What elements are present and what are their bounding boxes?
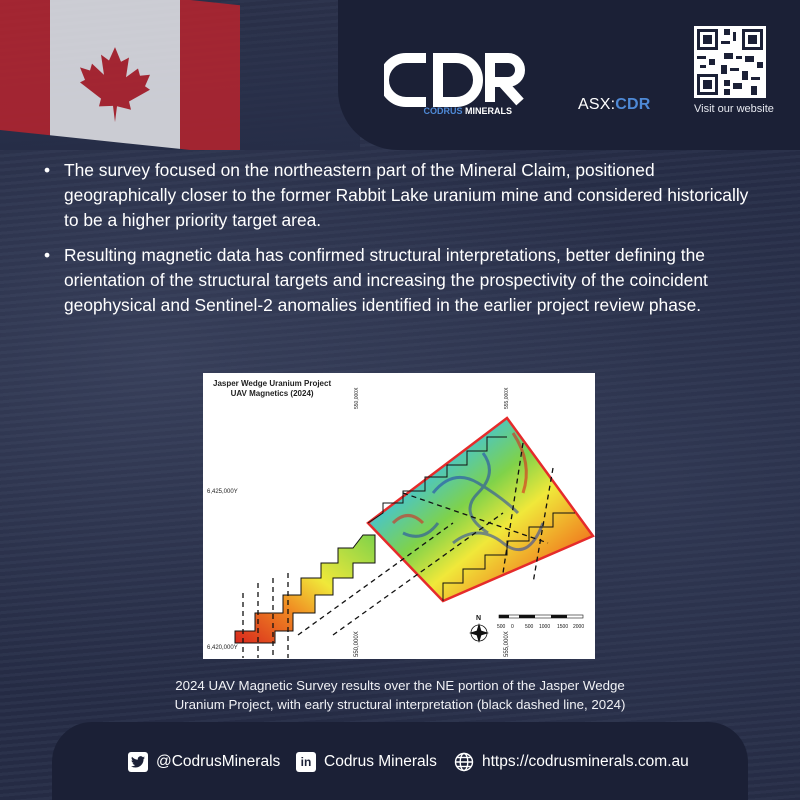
qr-caption: Visit our website: [694, 103, 774, 115]
bullet-list: [44, 158, 764, 328]
bullet-item: • The survey focused on the northeastern part of the Mineral Claim, positioned geographically closer to the former Rabbit Lake uranium mine and considered historically to be a higher priority target area.: [44, 158, 764, 233]
caption-line1: 2024 UAV Magnetic Survey results over the NE portion of the Jasper Wedge: [175, 678, 625, 693]
north-label: N: [476, 615, 482, 622]
scale-tick: 2000: [573, 624, 585, 630]
north-arrow-icon: [469, 615, 489, 643]
top-label-2: 555,000X: [504, 387, 510, 409]
caption-line2: Uranium Project, with early structural interpretation (black dashed line, 2024): [174, 697, 626, 712]
magnetic-survey-map: [203, 373, 595, 659]
asx-code: [578, 96, 651, 114]
globe-icon: [454, 752, 474, 772]
svg-text:CODRUS MINERALS: CODRUS MINERALS: [423, 106, 512, 116]
canada-flag-image: [0, 0, 360, 150]
asx-ticker: CDR: [615, 96, 651, 113]
website-link[interactable]: [454, 752, 689, 772]
easting-label-1: 550,000X: [354, 631, 360, 657]
bullet-item: • Resulting magnetic data has confirmed structural interpretations, better defining the orientation of the structural targets and increasing the prospectivity of the coincident geophysical and Sentinel-2 anomalies identified in the earlier project review phase.: [44, 243, 764, 318]
twitter-icon: [128, 752, 148, 772]
twitter-handle: @CodrusMinerals: [156, 753, 281, 770]
codrus-logo[interactable]: [384, 50, 526, 118]
scale-tick: 500: [497, 624, 506, 630]
easting-label-2: 555,000X: [504, 631, 510, 657]
survey-area-sw: [235, 535, 375, 643]
linkedin-name: Codrus Minerals: [324, 753, 437, 770]
top-label-1: 550,000X: [354, 387, 360, 409]
website-url: https://codrusminerals.com.au: [482, 753, 689, 770]
scale-bar: [497, 615, 584, 630]
northing-label-1: 6,425,000Y: [207, 489, 238, 495]
map-title-line2: UAV Magnetics (2024): [230, 389, 314, 398]
map-title-line1: Jasper Wedge Uranium Project: [213, 379, 332, 388]
scale-tick: 0: [511, 624, 514, 630]
scale-tick: 1500: [557, 624, 569, 630]
scale-tick: 1000: [539, 624, 551, 630]
figure-caption: [150, 676, 650, 714]
northing-label-2: 6,420,000Y: [207, 645, 238, 651]
twitter-link[interactable]: [128, 752, 280, 772]
asx-prefix: ASX:: [578, 96, 616, 113]
survey-area-ne: [368, 418, 593, 601]
scale-tick: 500: [525, 624, 534, 630]
linkedin-link[interactable]: [296, 752, 437, 772]
qr-code[interactable]: [694, 26, 766, 98]
linkedin-icon: in: [296, 752, 316, 772]
